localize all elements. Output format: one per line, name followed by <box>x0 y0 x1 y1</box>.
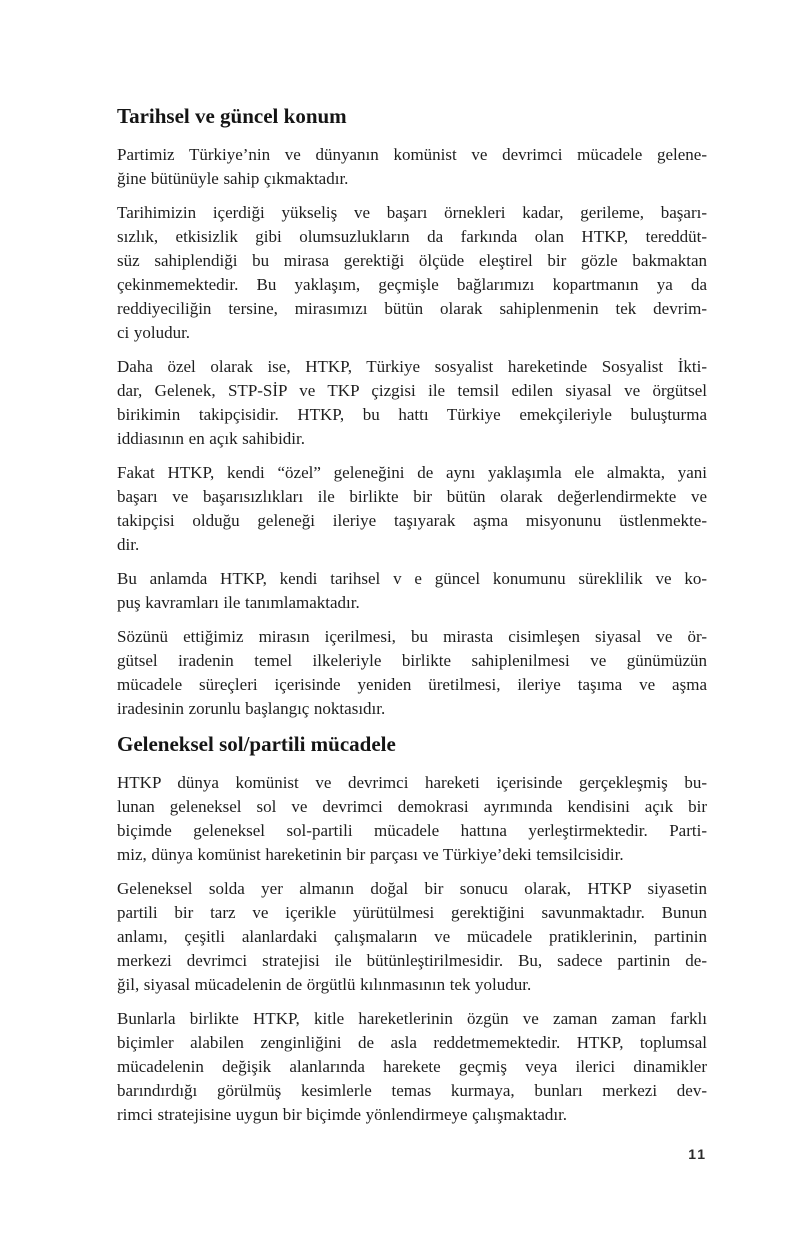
paragraph <box>117 877 707 997</box>
text-line: Geleneksel solda yer almanın doğal bir sonucu olarak, HTKP siyasetin <box>117 879 707 898</box>
paragraph <box>117 567 707 615</box>
text-line: mücadele süreçleri içerisinde yeniden üretilmesi, ileriye taşıma ve aşma <box>117 675 707 694</box>
text-line: merkezi devrimci stratejisi ile bütünleştirilmesidir. Bu, sadece partinin de- <box>117 951 707 970</box>
text-line: süz sahiplendiği bu mirasa gerektiği ölçüde eleştirel bir gözle bakmaktan <box>117 251 707 270</box>
text-line: ğil, siyasal mücadelenin de örgütlü kılınmasının tek yoludur. <box>117 975 532 994</box>
text-line: Daha özel olarak ise, HTKP, Türkiye sosyalist hareketinde Sosyalist İkti- <box>117 357 707 376</box>
text-line: biçimde geleneksel sol-partili mücadele hattına yerleştirmektedir. Parti- <box>117 821 707 840</box>
text-line: başarı ve başarısızlıkları ile birlikte bir bütün olarak değerlendirmekte ve <box>117 487 707 506</box>
text-line: Bu anlamda HTKP, kendi tarihsel v e güncel konumunu süreklilik ve ko- <box>117 569 707 588</box>
text-line: Tarihimizin içerdiği yükseliş ve başarı örnekleri kadar, gerileme, başarı- <box>117 203 707 222</box>
text-line: gütsel iradenin temel ilkeleriyle birlikte sahiplenilmesi ve günümüzün <box>117 651 707 670</box>
text-line: Partimiz Türkiye’nin ve dünyanın komünist ve devrimci mücadele gelene- <box>117 145 707 164</box>
text-line: dir. <box>117 535 140 554</box>
text-line: ğine bütünüyle sahip çıkmaktadır. <box>117 169 349 188</box>
paragraph <box>117 771 707 867</box>
text-line: sızlık, etkisizlik gibi olumsuzlukların da farkında olan HTKP, tereddüt- <box>117 227 707 246</box>
text-line: rimci stratejisine uygun bir biçimde yönlendirmeye çalışmaktadır. <box>117 1105 568 1124</box>
text-line: lunan geleneksel sol ve devrimci demokrasi ayrımında kendisini açık bir <box>117 797 707 816</box>
text-line: Fakat HTKP, kendi “özel” geleneğini de aynı yaklaşımla ele almakta, yani <box>117 463 707 482</box>
section-heading: Geleneksel sol/partili mücadele <box>117 732 396 756</box>
text-line: puş kavramları ile tanımlamaktadır. <box>117 593 360 612</box>
text-line: barındırdığı görülmüş kesimlerle temas kurmaya, bunları merkezi dev- <box>117 1081 707 1100</box>
paragraph <box>117 461 707 557</box>
paragraph <box>117 625 707 721</box>
page-body <box>117 103 707 1137</box>
text-line: HTKP dünya komünist ve devrimci hareketi içerisinde gerçekleşmiş bu- <box>117 773 707 792</box>
text-line: mücadelenin değişik alanlarında harekete geçmiş veya ilerici dinamikler <box>117 1057 707 1076</box>
text-line: iradesinin zorunlu başlangıç noktasıdır. <box>117 699 386 718</box>
text-line: iddiasının en açık sahibidir. <box>117 429 305 448</box>
section-heading: Tarihsel ve güncel konum <box>117 104 347 128</box>
paragraph <box>117 143 707 191</box>
text-line: ci yoludur. <box>117 323 191 342</box>
paragraph <box>117 355 707 451</box>
text-line: anlamı, çeşitli alanlardaki çalışmaların ve mücadele pratiklerinin, partinin <box>117 927 707 946</box>
text-line: partili bir tarz ve içerikle yürütülmesi gerektiğini savunmaktadır. Bunun <box>117 903 707 922</box>
text-line: reddiyeciliğin tersine, mirasımızı bütün olarak sahiplenmenin tek devrim- <box>117 299 707 318</box>
text-line: miz, dünya komünist hareketinin bir parçası ve Türkiye’deki temsilcisidir. <box>117 845 624 864</box>
text-line: birikimin takipçisidir. HTKP, bu hattı Türkiye emekçileriyle buluşturma <box>117 405 707 424</box>
text-line: Sözünü ettiğimiz mirasın içerilmesi, bu mirasta cisimleşen siyasal ve ör- <box>117 627 707 646</box>
text-line: biçimler alabilen zenginliğini de asla reddetmemektedir. HTKP, toplumsal <box>117 1033 707 1052</box>
text-line: dar, Gelenek, STP-SİP ve TKP çizgisi ile temsil edilen siyasal ve örgütsel <box>117 381 707 400</box>
text-line: çekinmemektedir. Bu yaklaşım, geçmişle bağlarımızı kopartmanın ya da <box>117 275 707 294</box>
text-line: takipçisi olduğu geleneği ileriye taşıyarak aşma misyonunu üstlenmekte- <box>117 511 707 530</box>
page-number: 11 <box>688 1146 707 1162</box>
paragraph <box>117 201 707 345</box>
text-line: Bunlarla birlikte HTKP, kitle hareketlerinin özgün ve zaman zaman farklı <box>117 1009 707 1028</box>
paragraph <box>117 1007 707 1127</box>
